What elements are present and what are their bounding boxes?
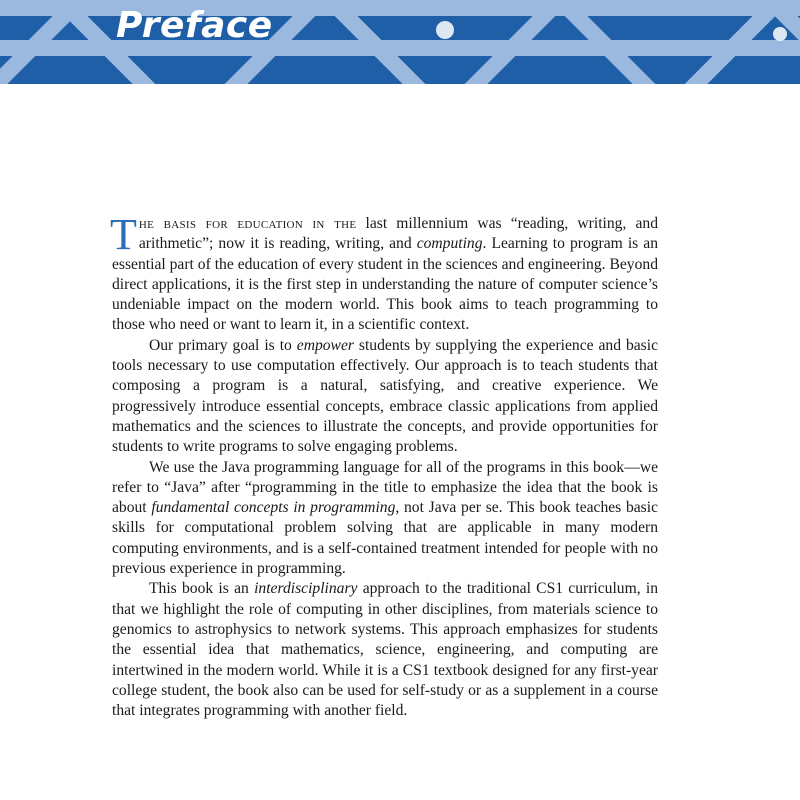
emphasis: interdisciplinary xyxy=(254,580,358,598)
lead-in: he basis for education in the xyxy=(138,215,357,232)
text-run: We use the Java programming language for all of the programs in this book—we refer to “Java” after “programming in the title to emphasize the idea that the book is about xyxy=(112,458,658,517)
chapter-banner xyxy=(0,0,800,84)
text-run: students by supplying the experience and basic tools necessary to use computation effectively. Our approach is to teach students that composing a program is a natural, satisfying, and creative experience. We progressively introduce essential concepts, embrace classic applications from applied mathematics and the sciences to illustrate the concepts, and provide opportunities for students to write programs to solve engaging problems. xyxy=(112,336,659,456)
emphasis: empower xyxy=(296,336,354,354)
text-run: approach to the traditional CS1 curriculum, in that we highlight the role of computing in other disciplines, from materials science to genomics to astrophysics to network systems. This approach emphasizes for students the essential idea that mathematics, science, engineering, and computing are intertwined in the modern world. While it is a CS1 textbook designed for any first-year college student, the book also can be used for self-study or as a supplement in a course that integrates programming with another field. xyxy=(112,580,659,720)
emphasis: fundamental concepts in programming xyxy=(151,499,396,517)
paragraph-4 xyxy=(112,579,658,721)
text-run: This book is an xyxy=(149,580,255,598)
text-run: Our primary goal is to xyxy=(149,336,297,354)
paragraph-2 xyxy=(112,336,658,458)
chapter-title: Preface xyxy=(116,5,273,46)
emphasis: computing xyxy=(416,235,483,253)
text-run: , not Java per se. This book teaches basic skills for computational problem solving that are applicable in many modern computing environments, and is a self-contained treatment intended for people with no previous experience in programming. xyxy=(112,499,658,578)
drop-cap: T xyxy=(110,210,137,259)
text-run: last millennium was “reading, writing, and arithmetic”; now it is reading, writing, and xyxy=(138,215,658,253)
paragraph-3 xyxy=(112,458,658,580)
text-run: . Learning to program is an essential part of the education of every student in the sciences and engineering. Beyond direct applications, it is the first step in understanding the nature of computer science’s undeniable impact on the modern world. This book aims to teach programming to those who need or want to learn it, in a scientific context. xyxy=(112,235,658,334)
paragraph-1 xyxy=(110,210,658,336)
preface-text xyxy=(110,210,659,721)
